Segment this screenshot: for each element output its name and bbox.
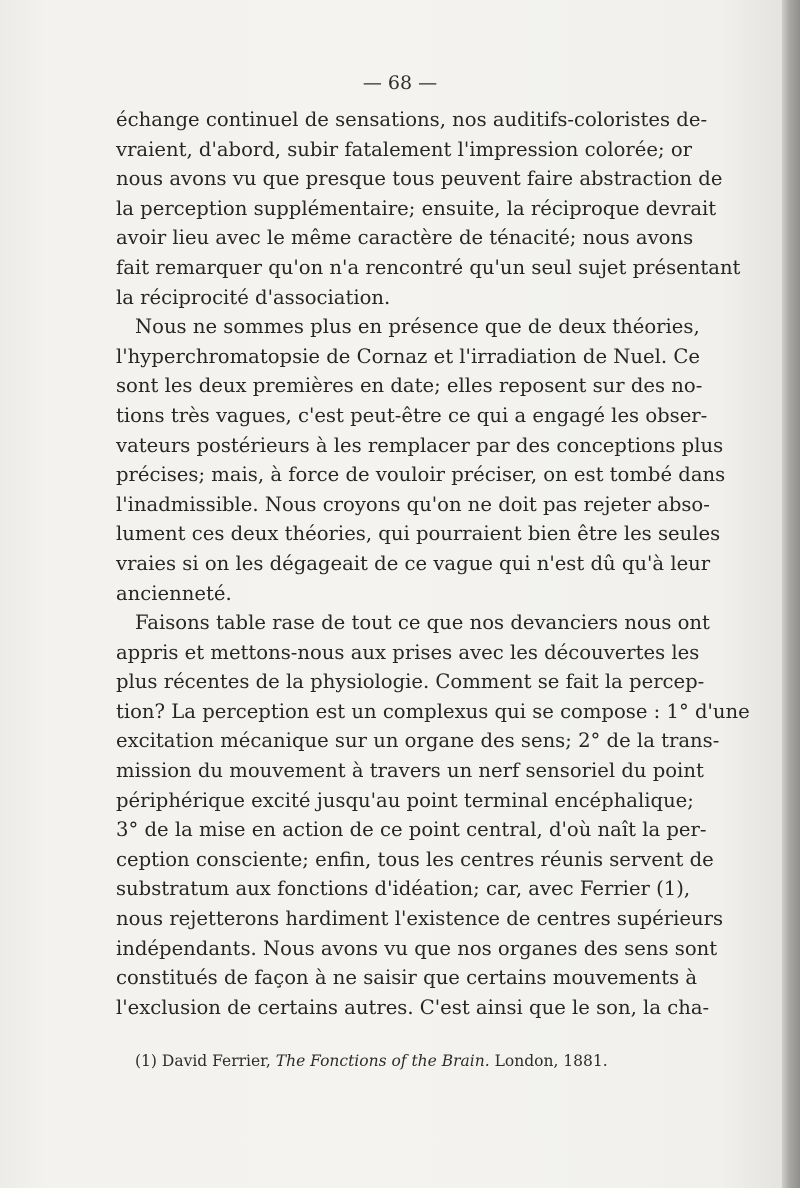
text-line: vraies si on les dégageait de ce vague qui n'est dû qu'à leur <box>116 551 711 575</box>
text-line: substratum aux fonctions d'idéation; car, avec Ferrier (1), <box>116 877 691 901</box>
footnote-marker: (1) <box>135 1052 157 1070</box>
page-number: — 68 — <box>362 72 438 94</box>
text-line: la réciprocité d'association. <box>116 285 391 309</box>
text-line: plus récentes de la physiologie. Comment se fait la percep- <box>116 670 705 694</box>
text-line: vateurs postérieurs à les remplacer par des conceptions plus <box>116 433 724 457</box>
paragraph-1 <box>116 105 741 312</box>
text-line: indépendants. Nous avons vu que nos organes des sens sont <box>116 936 718 960</box>
text-line: sont les deux premières en date; elles reposent sur des no- <box>116 374 703 398</box>
text-line: lument ces deux théories, qui pourraient bien être les seules <box>116 522 721 546</box>
footnote-place-year: London, 1881. <box>494 1052 608 1070</box>
text-line: ception consciente; enfin, tous les centres réunis servent de <box>116 847 714 871</box>
text-line: excitation mécanique sur un organe des sens; 2° de la trans- <box>116 729 720 753</box>
text-line: nous rejetterons hardiment l'existence de centres supérieurs <box>116 907 723 931</box>
text-line: l'hyperchromatopsie de Cornaz et l'irradiation de Nuel. Ce <box>116 344 700 368</box>
text-line: précises; mais, à force de vouloir préciser, on est tombé dans <box>116 463 726 487</box>
text-line: échange continuel de sensations, nos auditifs-coloristes de- <box>116 108 708 131</box>
text-line: tions très vagues, c'est peut-être ce qui a engagé les obser- <box>116 403 708 427</box>
text-line: l'exclusion de certains autres. C'est ainsi que le son, la cha- <box>116 995 710 1019</box>
text-line: 3° de la mise en action de ce point central, d'où naît la per- <box>116 818 707 842</box>
footnote <box>135 1052 655 1070</box>
text-line: avoir lieu avec le même caractère de ténacité; nous avons <box>116 226 694 250</box>
text-line: constitués de façon à ne saisir que certains mouvements à <box>116 966 698 990</box>
text-line: vraient, d'abord, subir fatalement l'impression colorée; or <box>116 137 692 161</box>
paragraph-3 <box>116 608 750 1022</box>
text-line: Nous ne sommes plus en présence que de deux théories, <box>135 315 700 339</box>
text-line: l'inadmissible. Nous croyons qu'on ne doit pas rejeter abso- <box>116 492 710 516</box>
body-text <box>116 105 750 1022</box>
paragraph-2 <box>116 312 726 608</box>
text-line: la perception supplémentaire; ensuite, la réciproque devrait <box>116 196 717 220</box>
page-edge-shadow <box>782 0 800 1188</box>
text-line: mission du mouvement à travers un nerf sensoriel du point <box>116 759 704 783</box>
text-line: fait remarquer qu'on n'a rencontré qu'un seul sujet présentant <box>116 255 741 279</box>
text-line: appris et mettons-nous aux prises avec les découvertes les <box>116 640 700 664</box>
text-line: périphérique excité jusqu'au point terminal encéphalique; <box>116 788 694 812</box>
text-line: ancienneté. <box>116 581 232 605</box>
text-line: tion? La perception est un complexus qui se compose : 1° d'une <box>116 699 750 723</box>
footnote-title: The Fonctions of the Brain. <box>275 1052 490 1070</box>
text-line: nous avons vu que presque tous peuvent faire abstraction de <box>116 167 723 191</box>
footnote-author: David Ferrier, <box>161 1052 271 1070</box>
text-line: Faisons table rase de tout ce que nos devanciers nous ont <box>135 611 710 635</box>
